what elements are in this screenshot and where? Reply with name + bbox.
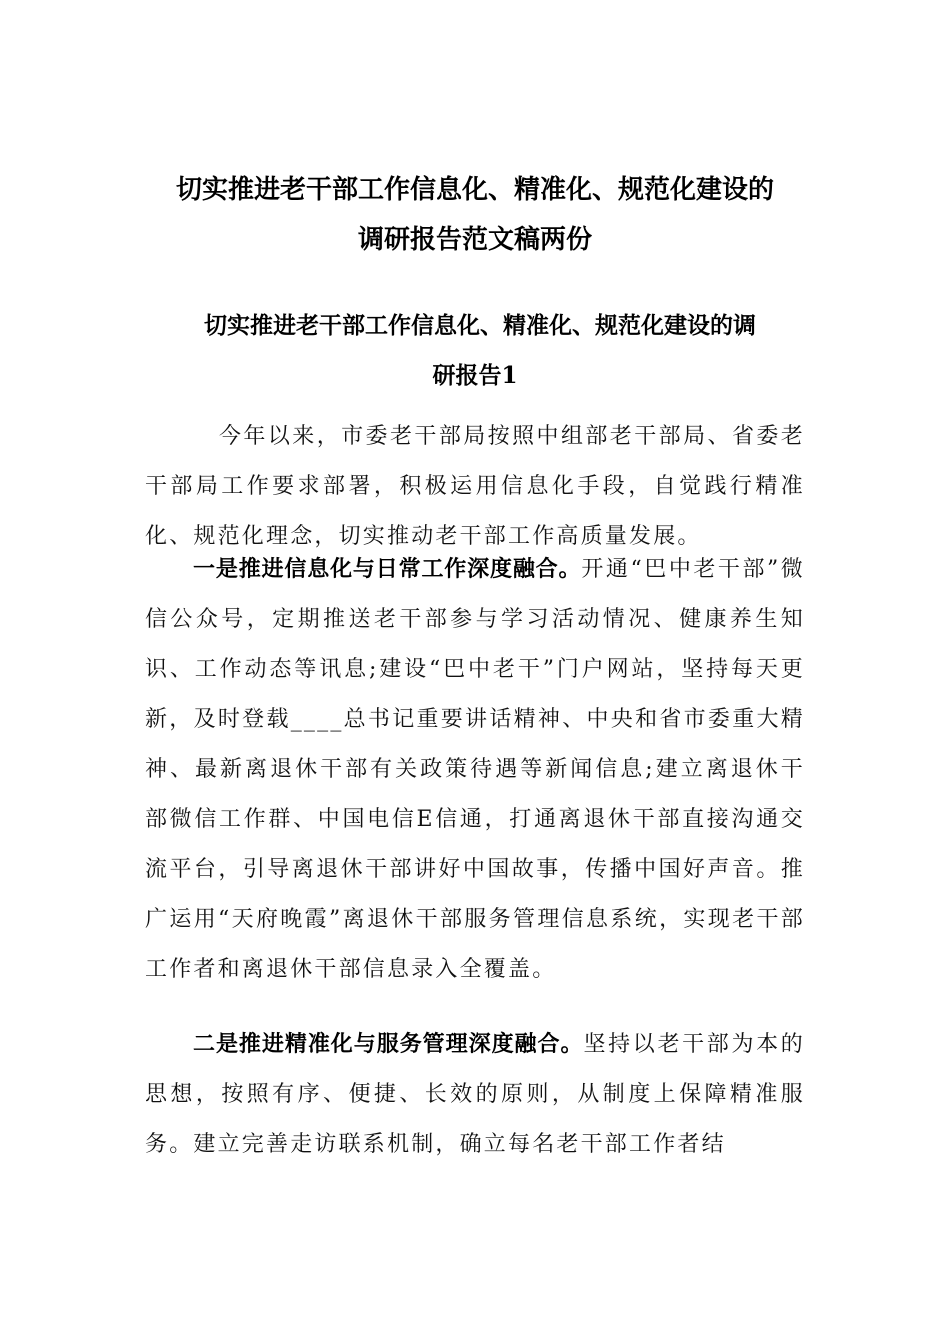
paragraph-informatization — [145, 545, 805, 995]
paragraph-precision-text: 坚持以老干部为本的思想，按照有序、便捷、长效的原则，从制度上保障精准服务。建立完善走访联系机制，确立每名老干部工作者结 — [145, 1032, 805, 1157]
paragraph-precision-lead: 二是推进精准化与服务管理深度融合。 — [193, 1032, 584, 1057]
document-title-line-2: 调研报告范文稿两份 — [357, 225, 592, 255]
paragraph-precision — [145, 1020, 805, 1170]
report-subtitle-line-1: 切实推进老干部工作信息化、精准化、规范化建设的调 — [204, 312, 756, 339]
paragraph-intro-text: 今年以来，市委老干部局按照中组部老干部局、省委老干部局工作要求部署，积极运用信息化手段，自觉践行精准化、规范化理念，切实推动老干部工作高质量发展。 — [145, 424, 805, 549]
document-title-line-1: 切实推进老干部工作信息化、精准化、规范化建设的 — [175, 175, 774, 205]
paragraph-intro — [145, 412, 805, 562]
paragraph-informatization-text: 开通“巴中老干部”微信公众号，定期推送老干部参与学习活动情况、健康养生知识、工作动态等讯息;建设“巴中老干”门户网站，坚持每天更新，及时登载____总书记重要讲话精神、中央和省市委重大精神、最新离退休干部有关政策待遇等新闻信息;建立离退休干部微信工作群、中国电信E信通，打通离退休干部直接沟通交流平台，引导离退休干部讲好中国故事，传播中国好声音。推广运用“天府晚霞”离退休干部服务管理信息系统，实现老干部工作者和离退休干部信息录入全覆盖。 — [145, 557, 805, 982]
paragraph-informatization-lead: 一是推进信息化与日常工作深度融合。 — [193, 557, 582, 582]
report-subtitle-line-2: 研报告1 — [432, 362, 518, 389]
